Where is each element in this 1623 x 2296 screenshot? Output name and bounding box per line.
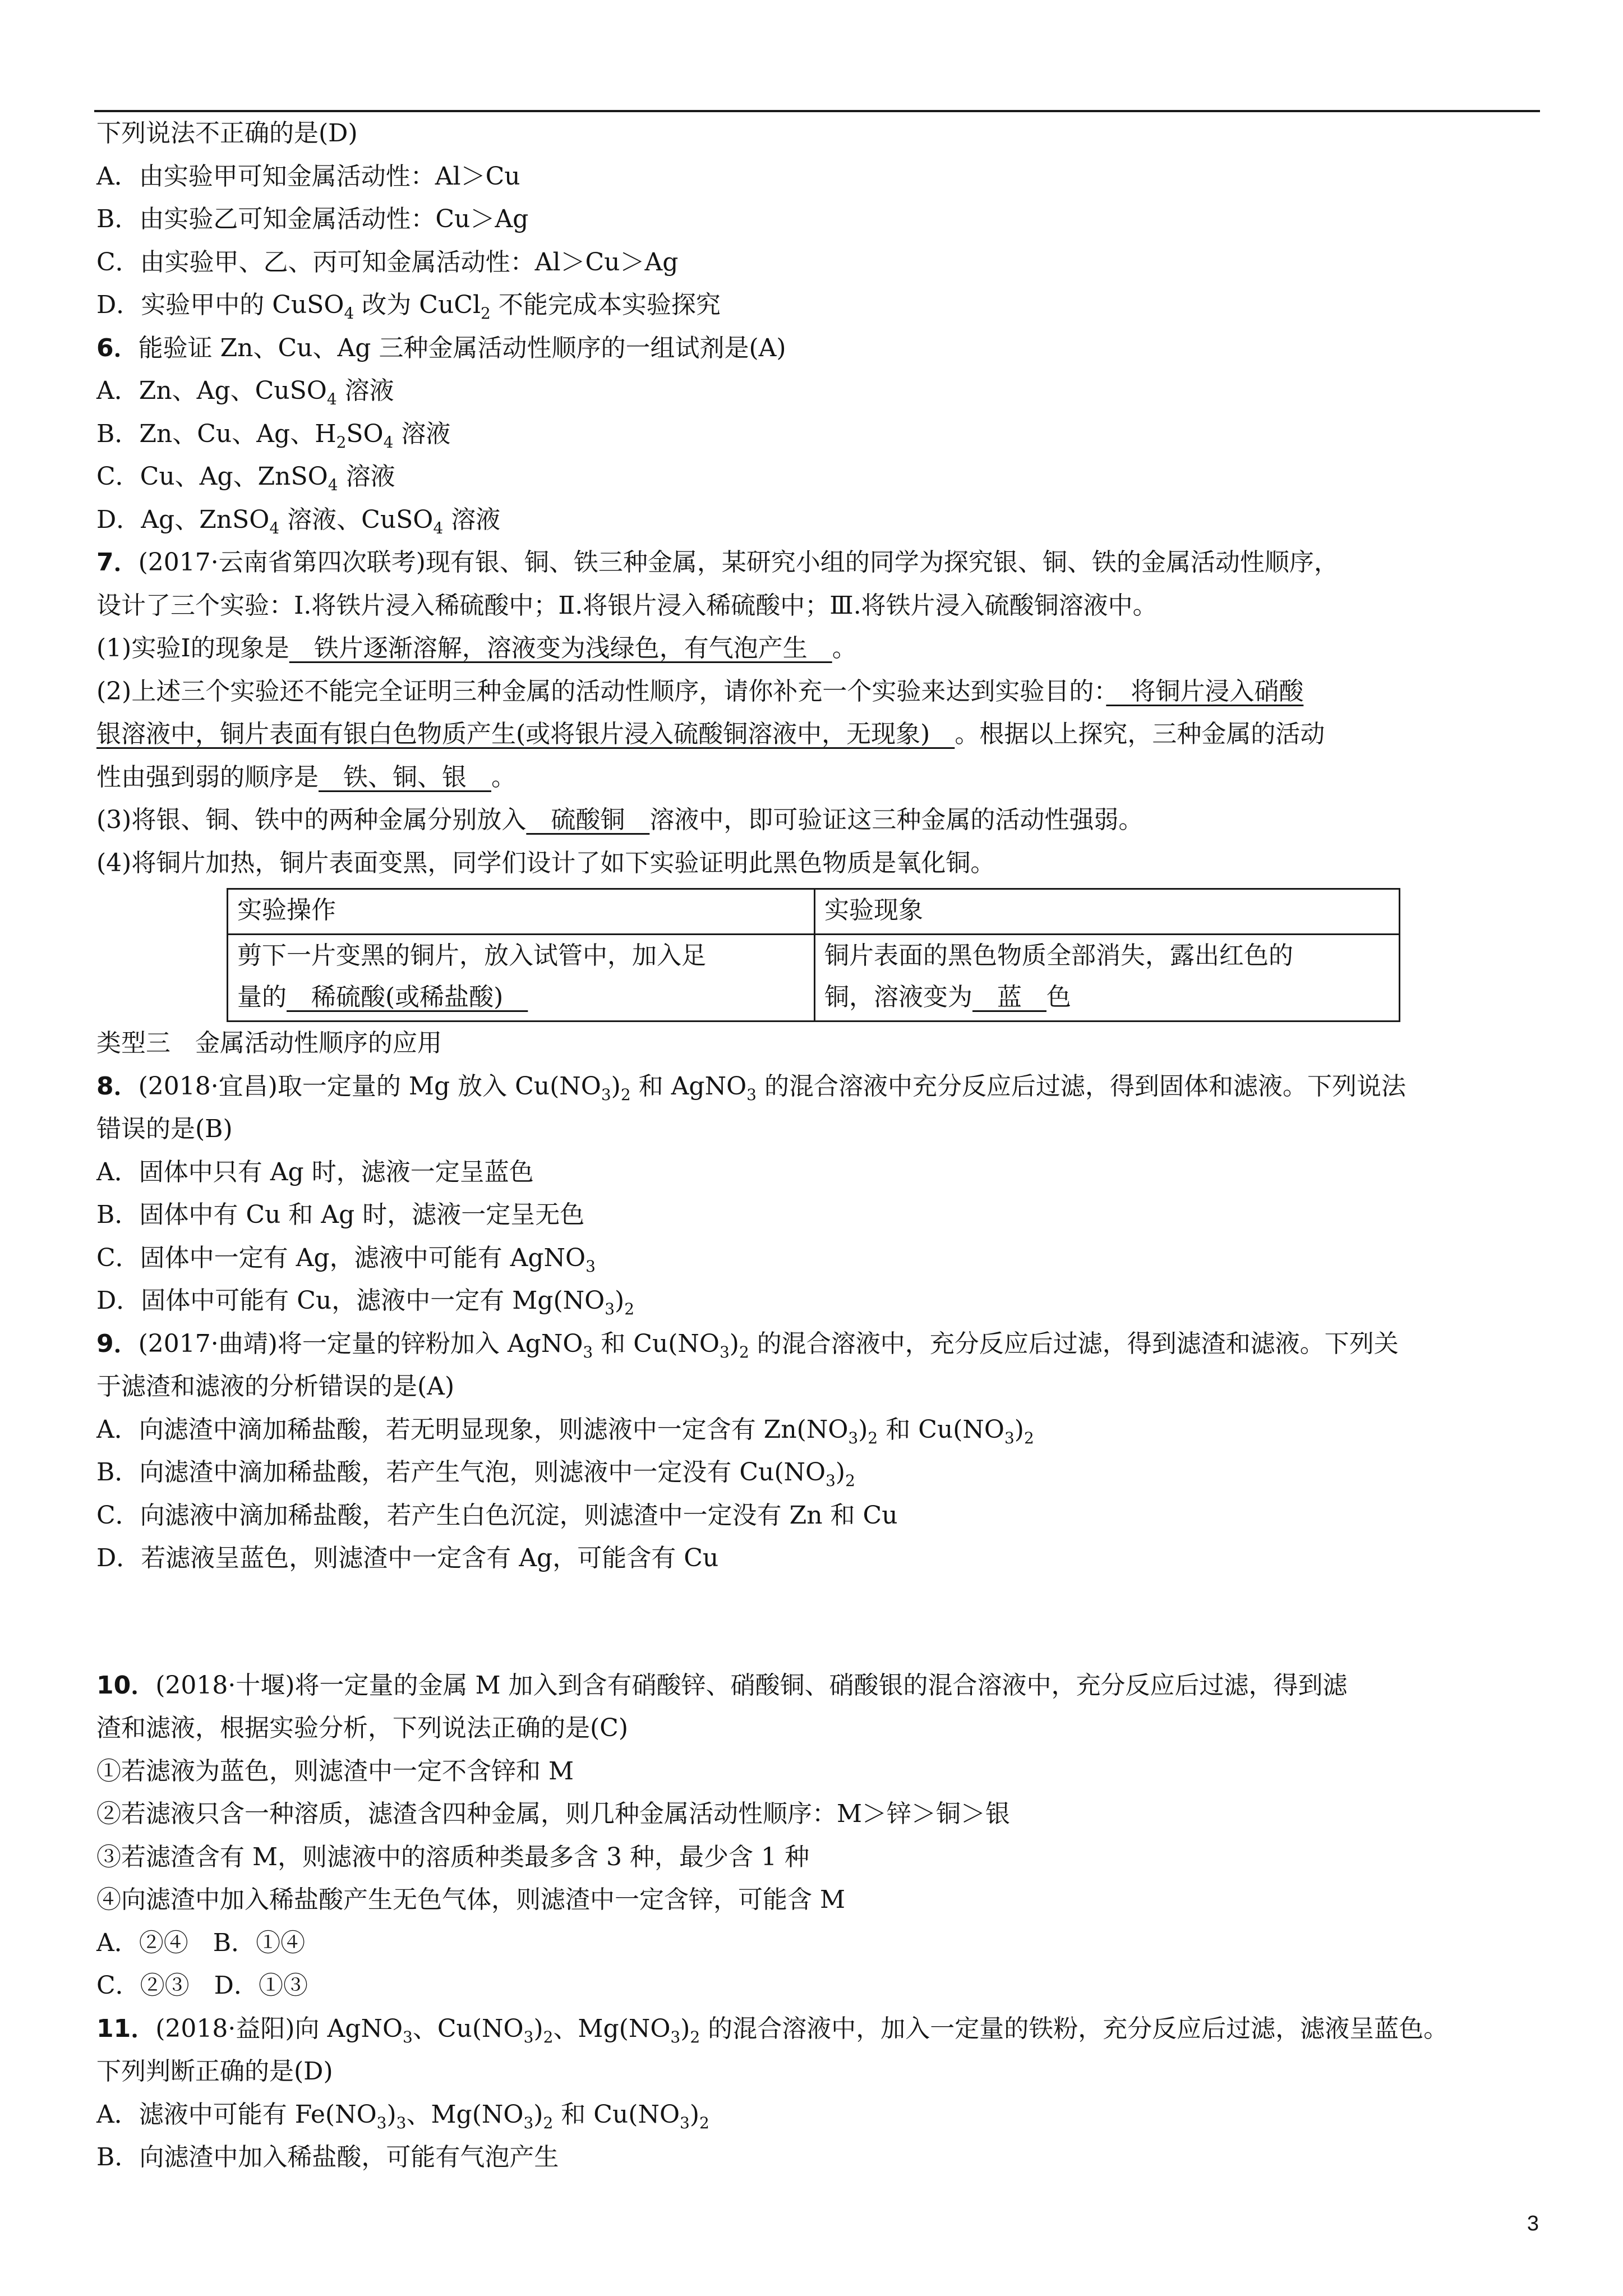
- questions-10-11: [96, 1664, 1540, 2179]
- text-line: C．由实验甲、乙、丙可知金属活动性：Al＞Cu＞Ag: [96, 247, 679, 277]
- table-cell-phenomenon: 铜片表面的黑色物质全部消失，露出红色的 铜，溶液变为 蓝 色: [815, 935, 1400, 1022]
- question-line: 6．能验证 Zn、Cu、Ag 三种金属活动性顺序的一组试剂是(A): [96, 333, 786, 362]
- table-row: [228, 935, 1400, 1022]
- text-line: A．②④ B．①④: [96, 1928, 306, 1957]
- text-line: ②若滤液只含一种溶质，滤渣含四种金属，则几种金属活动性顺序：M＞锌＞铜＞银: [96, 1800, 1011, 1828]
- text-line: ①若滤液为蓝色，则滤渣中一定不含锌和 M: [96, 1756, 574, 1786]
- text-line: D．若滤液呈蓝色，则滤渣中一定含有 Ag，可能含有 Cu: [96, 1544, 719, 1572]
- text-line: C．固体中一定有 Ag，滤液中可能有 AgNO$_3$: [96, 1243, 596, 1276]
- text-line: C．②③ D．①③: [96, 1971, 308, 2000]
- question-number: 11．: [96, 2014, 156, 2043]
- table-header-row: [228, 889, 1400, 935]
- questions-5-7: [96, 112, 1540, 885]
- text-line: B．向滤渣中滴加稀盐酸，若产生气泡，则滤液中一定没有 $Cu(NO_3)_2$: [96, 1458, 855, 1490]
- question-number: 7．: [96, 548, 139, 577]
- text-line: (4)将铜片加热，铜片表面变黑，同学们设计了如下实验证明此黑色物质是氧化铜。: [96, 848, 995, 877]
- text-line: B．向滤渣中加入稀盐酸，可能有气泡产生: [96, 2143, 559, 2171]
- text-line: 性由强到弱的顺序是 铁、铜、银 。: [96, 762, 516, 792]
- question-number: 10．: [96, 1671, 156, 1700]
- text-line: B．由实验乙可知金属活动性：Cu＞Ag: [96, 205, 529, 233]
- text-line: ③若滤渣含有 M，则滤液中的溶质种类最多含 3 种，最少含 1 种: [96, 1842, 809, 1871]
- text-line: A．Zn、Ag、CuSO$_4$ 溶液: [96, 376, 394, 408]
- question-number: 9．: [96, 1329, 139, 1358]
- text-line: (3)将银、铜、铁中的两种金属分别放入 硫酸铜 溶液中，即可验证这三种金属的活动性强弱。: [96, 806, 1144, 834]
- questions-8-9: [96, 1022, 1540, 1580]
- answer-blank: 硫酸铜: [526, 806, 650, 834]
- text-line: D．Ag、ZnSO$_4$ 溶液、CuSO$_4$ 溶液: [96, 505, 501, 537]
- text-line: C．向滤液中滴加稀盐酸，若产生白色沉淀，则滤渣中一定没有 Zn 和 Cu: [96, 1501, 898, 1530]
- page-content: [96, 112, 1540, 2179]
- answer-blank: 铁片逐渐溶解，溶液变为浅绿色，有气泡产生: [289, 634, 832, 662]
- text-line: A．由实验甲可知金属活动性：Al＞Cu: [96, 162, 520, 191]
- text-line: B．固体中有 Cu 和 Ag 时，滤液一定呈无色: [96, 1200, 585, 1229]
- question-line: 11．(2018·益阳)向 AgNO$_3$、$Cu(NO_3)_2$、$Mg(NO_3)_2$ 的混合溶液中，加入一定量的铁粉，充分反应后过滤，滤液呈蓝色。: [96, 2014, 1449, 2046]
- text-line: 于滤渣和滤液的分析错误的是(A): [96, 1372, 455, 1401]
- text-line: C．Cu、Ag、ZnSO$_4$ 溶液: [96, 462, 395, 494]
- text-line: 下列说法不正确的是(D): [96, 119, 358, 148]
- text-line: 下列判断正确的是(D): [96, 2057, 333, 2086]
- text-line: A．滤液中可能有 $Fe(NO_3)_3$、$Mg(NO_3)_2$ 和 $Cu(NO_3)_2$: [96, 2100, 709, 2132]
- question-number: 6．: [96, 333, 139, 362]
- table-header-cell: 实验操作: [228, 889, 815, 935]
- question-line: 10．(2018·十堰)将一定量的金属 M 加入到含有硝酸锌、硝酸铜、硝酸银的混合溶液中，充分反应后过滤，得到滤: [96, 1671, 1348, 1700]
- vertical-gap: [96, 1580, 1540, 1664]
- question-line: 7．(2017·云南省第四次联考)现有银、铜、铁三种金属，某研究小组的同学为探究银、铜、铁的金属活动性顺序，: [96, 548, 1339, 577]
- question-number: 8．: [96, 1071, 139, 1101]
- table-header-cell: 实验现象: [815, 889, 1400, 935]
- text-line: (2)上述三个实验还不能完全证明三种金属的活动性顺序，请你补充一个实验来达到实验目的： 将铜片浸入硝酸: [96, 677, 1304, 706]
- text-line: A．向滤渣中滴加稀盐酸，若无明显现象，则滤液中一定含有 $Zn(NO_3)_2$ 和 $Cu(NO_3)_2$: [96, 1415, 1034, 1447]
- text-line: D．固体中可能有 Cu，滤液中一定有 $Mg(NO_3)_2$: [96, 1286, 635, 1318]
- text-line: 类型三 金属活动性顺序的应用: [96, 1029, 442, 1057]
- text-line: 银溶液中，铜片表面有银白色物质产生(或将银片浸入硫酸铜溶液中，无现象) 。根据以上探究，三种金属的活动: [96, 720, 1325, 748]
- question-line: 9．(2017·曲靖)将一定量的锌粉加入 AgNO$_3$ 和 $Cu(NO_3)_2$ 的混合溶液中，充分反应后过滤，得到滤渣和滤液。下列关: [96, 1329, 1399, 1361]
- page-number: 3: [1527, 2212, 1539, 2235]
- text-line: A．固体中只有 Ag 时，滤液一定呈蓝色: [96, 1157, 534, 1186]
- text-line: ④向滤渣中加入稀盐酸产生无色气体，则滤渣中一定含锌，可能含 M: [96, 1885, 846, 1914]
- answer-blank: 将铜片浸入硝酸: [1106, 677, 1304, 706]
- answer-blank: 稀硫酸(或稀盐酸): [287, 983, 528, 1011]
- text-line: 错误的是(B): [96, 1115, 233, 1143]
- text-line: 渣和滤液，根据实验分析，下列说法正确的是(C): [96, 1714, 628, 1742]
- text-line: D．实验甲中的 CuSO$_4$ 改为 CuCl$_2$ 不能完成本实验探究: [96, 291, 721, 323]
- text-line: B．Zn、Cu、Ag、$H_2SO_4$ 溶液: [96, 419, 451, 452]
- answer-blank: 蓝: [972, 983, 1046, 1011]
- answer-blank: 银溶液中，铜片表面有银白色物质产生(或将银片浸入硫酸铜溶液中，无现象): [96, 720, 955, 748]
- text-line: (1)实验Ⅰ的现象是 铁片逐渐溶解，溶液变为浅绿色，有气泡产生 。: [96, 634, 857, 662]
- table-cell-operation: 剪下一片变黑的铜片，放入试管中，加入足 量的 稀硫酸(或稀盐酸): [228, 935, 815, 1022]
- answer-blank: 铁、铜、银: [319, 762, 491, 792]
- experiment-table: [227, 888, 1400, 1022]
- text-line: 设计了三个实验：Ⅰ.将铁片浸入稀硫酸中；Ⅱ.将银片浸入稀硫酸中；Ⅲ.将铁片浸入硫酸铜溶液中。: [96, 591, 1158, 620]
- question-line: 8．(2018·宜昌)取一定量的 Mg 放入 $Cu(NO_3)_2$ 和 AgNO$_3$ 的混合溶液中充分反应后过滤，得到固体和滤液。下列说法: [96, 1071, 1406, 1104]
